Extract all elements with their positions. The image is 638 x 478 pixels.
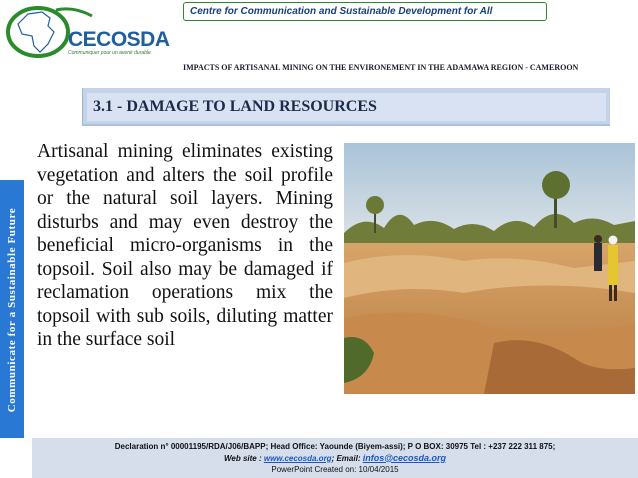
footer xyxy=(32,438,638,478)
mining-site-photo xyxy=(344,143,635,394)
footer-contact: Web site : www.cecosda.org; Email: infos@cecosda.org xyxy=(223,452,446,463)
footer-declaration: Declaration n° 00001195/RDA/J06/BAPP; Head Office: Yaounde (Biyem-assi); P O BOX: 30975 Tel : +237 222 311 875; xyxy=(114,442,556,451)
logo-name: CECOSDA xyxy=(68,28,170,51)
logo-tagline: Communiquer pour un avenir durable xyxy=(68,50,151,56)
org-banner: Centre for Communication and Sustainable Development for All xyxy=(183,2,547,21)
cecosda-logo xyxy=(4,2,170,58)
doc-subtitle: IMPACTS OF ARTISANAL MINING ON THE ENVIRONEMENT IN THE ADAMAWA REGION - CAMEROON xyxy=(183,63,579,72)
section-title: 3.1 - DAMAGE TO LAND RESOURCES xyxy=(87,93,606,121)
website-link[interactable]: www.cecosda.org xyxy=(263,453,332,463)
footer-created: PowerPoint Created on: 10/04/2015 xyxy=(271,465,399,474)
email-link[interactable]: infos@cecosda.org xyxy=(362,452,446,463)
body-paragraph: Artisanal mining eliminates existing vegetation and alters the soil profile or the natural soil layers. Mining disturbs and may even destroy the beneficial micro-organisms in the topsoil. Soil also may be damaged if reclamation operations mix the topsoil with sub soils, diluting matter in the surface soil xyxy=(37,141,333,350)
side-tab-label: Communicate for a Sustainable Future xyxy=(6,207,18,413)
